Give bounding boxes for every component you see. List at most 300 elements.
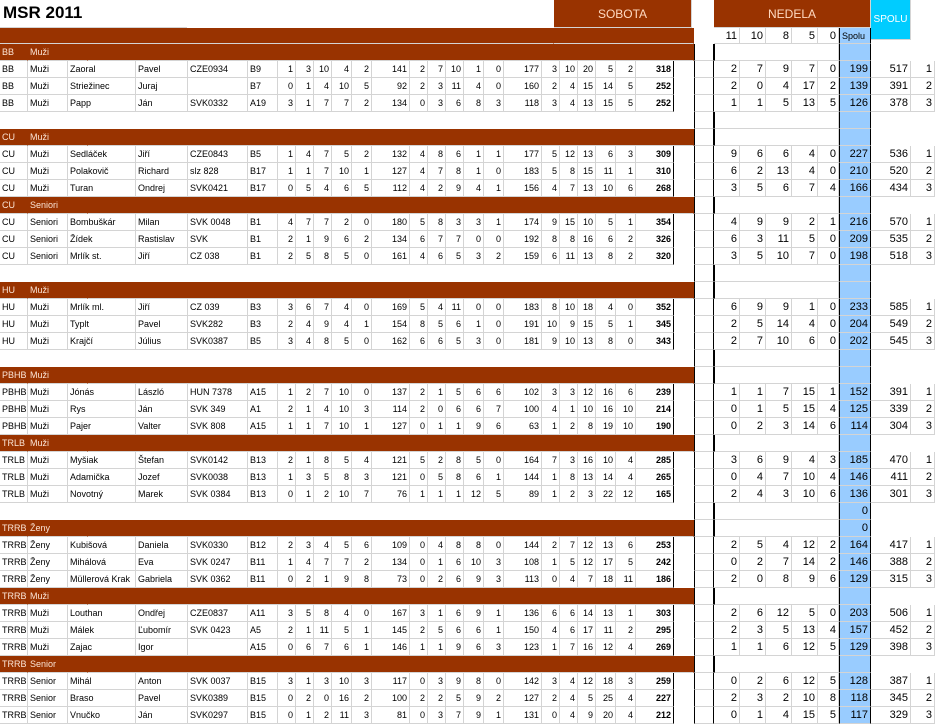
table-cell[interactable]: 113	[504, 571, 542, 588]
category-club[interactable]: HU	[0, 282, 28, 299]
table-cell[interactable]: Bombuškár	[68, 214, 136, 231]
table-cell[interactable]: 2	[714, 571, 740, 588]
table-cell[interactable]: Mrlík st.	[68, 248, 136, 265]
table-cell[interactable]: 2	[714, 333, 740, 350]
table-cell[interactable]: 8	[314, 605, 332, 622]
table-cell[interactable]: 129	[839, 571, 871, 588]
table-cell[interactable]: 2	[560, 486, 578, 503]
table-cell[interactable]: 3	[714, 180, 740, 197]
table-cell[interactable]: 304	[871, 418, 911, 435]
table-cell[interactable]: 2	[542, 690, 560, 707]
table-cell[interactable]: 3	[484, 639, 504, 656]
table-cell[interactable]: 102	[504, 384, 542, 401]
table-cell[interactable]: 5	[464, 452, 484, 469]
table-cell[interactable]: 5	[792, 605, 818, 622]
table-cell[interactable]: 2	[428, 180, 446, 197]
table-cell[interactable]: 4	[296, 146, 314, 163]
table-cell[interactable]: B12	[248, 537, 278, 554]
table-cell[interactable]: 3	[911, 180, 935, 197]
table-cell[interactable]	[188, 78, 248, 95]
table-cell[interactable]: 1	[484, 146, 504, 163]
table-cell[interactable]: 10	[332, 384, 352, 401]
table-cell[interactable]: 1	[911, 605, 935, 622]
table-cell[interactable]: 16	[578, 639, 596, 656]
table-cell[interactable]: 11	[314, 622, 332, 639]
table-cell[interactable]: Zaoral	[68, 61, 136, 78]
spolu-cell[interactable]	[839, 265, 871, 282]
table-cell[interactable]: 1	[428, 639, 446, 656]
table-cell[interactable]: 5	[332, 333, 352, 350]
table-cell[interactable]: 10	[578, 214, 596, 231]
table-cell[interactable]: 7	[766, 384, 792, 401]
table-cell[interactable]: 0	[818, 231, 839, 248]
table-cell[interactable]: 5	[560, 554, 578, 571]
table-cell[interactable]: 1	[484, 214, 504, 231]
table-cell[interactable]: 4	[278, 214, 296, 231]
table-cell[interactable]: 10	[596, 452, 616, 469]
table-cell[interactable]: 7	[578, 571, 596, 588]
table-cell[interactable]: 9	[560, 316, 578, 333]
table-cell[interactable]: 8	[560, 231, 578, 248]
table-cell[interactable]: 3	[740, 231, 766, 248]
table-cell[interactable]: 9	[464, 571, 484, 588]
table-cell[interactable]: Muži	[28, 180, 68, 197]
table-cell[interactable]: 1	[410, 486, 428, 503]
table-cell[interactable]: Novotný	[68, 486, 136, 503]
table-cell[interactable]: 517	[871, 61, 911, 78]
table-cell[interactable]: 18	[578, 299, 596, 316]
table-cell[interactable]: Müllerová Krak	[68, 571, 136, 588]
table-cell[interactable]: 6	[464, 469, 484, 486]
table-cell[interactable]: 0	[740, 571, 766, 588]
table-cell[interactable]: 1	[410, 639, 428, 656]
table-cell[interactable]: 6	[446, 401, 464, 418]
table-cell[interactable]: 506	[871, 605, 911, 622]
table-cell[interactable]: B5	[248, 333, 278, 350]
table-cell[interactable]: 1	[296, 163, 314, 180]
table-cell[interactable]: 2	[714, 78, 740, 95]
table-cell[interactable]: 12	[616, 486, 636, 503]
table-cell[interactable]: 7	[428, 61, 446, 78]
table-cell[interactable]: Senior	[28, 690, 68, 707]
table-cell[interactable]: 0	[278, 571, 296, 588]
table-cell[interactable]: 0	[484, 316, 504, 333]
table-cell[interactable]: Rys	[68, 401, 136, 418]
table-cell[interactable]: 3	[542, 61, 560, 78]
table-cell[interactable]: 1	[428, 554, 446, 571]
table-cell[interactable]: 5	[446, 384, 464, 401]
table-cell[interactable]: 252	[636, 78, 674, 95]
table-cell[interactable]: 4	[410, 180, 428, 197]
table-cell[interactable]: Muži	[28, 401, 68, 418]
table-cell[interactable]: 6	[818, 571, 839, 588]
table-cell[interactable]: 5	[616, 554, 636, 571]
table-cell[interactable]: 2	[410, 384, 428, 401]
table-cell[interactable]: CZE0837	[188, 605, 248, 622]
table-cell[interactable]: 2	[278, 622, 296, 639]
table-cell[interactable]: 2	[714, 690, 740, 707]
table-cell[interactable]: 6	[332, 639, 352, 656]
table-cell[interactable]: Igor	[136, 639, 188, 656]
table-cell[interactable]: PBHB	[0, 384, 28, 401]
table-cell[interactable]: 0	[410, 707, 428, 724]
table-cell[interactable]: 1	[714, 384, 740, 401]
table-cell[interactable]: SVK0038	[188, 469, 248, 486]
table-cell[interactable]: B1	[248, 231, 278, 248]
table-cell[interactable]: 127	[372, 163, 410, 180]
table-cell[interactable]: 127	[372, 418, 410, 435]
table-cell[interactable]: 0	[484, 452, 504, 469]
table-cell[interactable]: B15	[248, 690, 278, 707]
table-cell[interactable]: 1	[464, 163, 484, 180]
header-spolu-total[interactable]: SPOLU	[871, 0, 911, 40]
table-cell[interactable]: 5	[332, 248, 352, 265]
table-cell[interactable]: 1	[911, 452, 935, 469]
table-cell[interactable]: CU	[0, 180, 28, 197]
table-cell[interactable]: 7	[792, 248, 818, 265]
table-cell[interactable]: 4	[818, 622, 839, 639]
table-cell[interactable]: 10	[596, 180, 616, 197]
table-cell[interactable]: 253	[636, 537, 674, 554]
table-cell[interactable]: 6	[766, 673, 792, 690]
table-cell[interactable]: Muži	[28, 95, 68, 112]
table-cell[interactable]: 536	[871, 146, 911, 163]
table-cell[interactable]: 417	[871, 537, 911, 554]
table-cell[interactable]: 5	[352, 78, 372, 95]
table-cell[interactable]: 0	[352, 333, 372, 350]
table-cell[interactable]: 1	[278, 163, 296, 180]
table-cell[interactable]: 10	[446, 61, 464, 78]
table-cell[interactable]: 345	[636, 316, 674, 333]
table-cell[interactable]: 7	[428, 231, 446, 248]
table-cell[interactable]: 136	[504, 605, 542, 622]
table-cell[interactable]: A1	[248, 401, 278, 418]
nedela-points-10[interactable]: 10	[740, 28, 766, 44]
table-cell[interactable]: 3	[542, 673, 560, 690]
table-cell[interactable]: László	[136, 384, 188, 401]
category-club[interactable]: PBHB	[0, 367, 28, 384]
table-cell[interactable]: Jozef	[136, 469, 188, 486]
table-cell[interactable]: 0	[278, 639, 296, 656]
table-cell[interactable]: 0	[818, 333, 839, 350]
table-cell[interactable]: 5	[296, 248, 314, 265]
table-cell[interactable]: 3	[296, 61, 314, 78]
table-cell[interactable]: 0	[484, 231, 504, 248]
table-cell[interactable]: 252	[636, 95, 674, 112]
table-cell[interactable]: 1	[542, 486, 560, 503]
table-cell[interactable]: 15	[792, 384, 818, 401]
table-cell[interactable]: 1	[296, 401, 314, 418]
table-cell[interactable]: 0	[464, 231, 484, 248]
category-club[interactable]: TRRB	[0, 520, 28, 537]
table-cell[interactable]: 132	[372, 146, 410, 163]
table-cell[interactable]: 7	[314, 639, 332, 656]
table-cell[interactable]: 2	[911, 690, 935, 707]
table-cell[interactable]: 3	[911, 571, 935, 588]
table-cell[interactable]: 309	[636, 146, 674, 163]
table-cell[interactable]: 0	[714, 554, 740, 571]
category-club[interactable]: CU	[0, 129, 28, 146]
table-cell[interactable]: 2	[484, 248, 504, 265]
table-cell[interactable]: 10	[542, 316, 560, 333]
table-cell[interactable]: 144	[504, 537, 542, 554]
table-cell[interactable]: 585	[871, 299, 911, 316]
table-cell[interactable]: 2	[314, 486, 332, 503]
table-cell[interactable]: 6	[616, 537, 636, 554]
table-cell[interactable]: 1	[616, 605, 636, 622]
table-cell[interactable]: 2	[740, 163, 766, 180]
table-cell[interactable]: 3	[484, 554, 504, 571]
table-cell[interactable]: 3	[296, 469, 314, 486]
table-cell[interactable]: 1	[278, 384, 296, 401]
table-cell[interactable]: 22	[596, 486, 616, 503]
table-cell[interactable]: 181	[504, 333, 542, 350]
table-cell[interactable]: 4	[616, 469, 636, 486]
table-cell[interactable]: Marek	[136, 486, 188, 503]
table-cell[interactable]: 8	[596, 333, 616, 350]
table-cell[interactable]: 1	[352, 418, 372, 435]
table-cell[interactable]: 3	[818, 452, 839, 469]
table-cell[interactable]: 5	[410, 214, 428, 231]
table-cell[interactable]: 9	[314, 231, 332, 248]
table-cell[interactable]: 0	[410, 571, 428, 588]
table-cell[interactable]: 1	[484, 605, 504, 622]
table-cell[interactable]: 4	[296, 554, 314, 571]
table-cell[interactable]: 6	[766, 180, 792, 197]
table-cell[interactable]: 1	[278, 146, 296, 163]
table-cell[interactable]: 8	[464, 537, 484, 554]
table-cell[interactable]: 398	[871, 639, 911, 656]
table-cell[interactable]: 5	[352, 180, 372, 197]
table-cell[interactable]: 10	[332, 163, 352, 180]
table-cell[interactable]: 11	[332, 707, 352, 724]
table-cell[interactable]: 18	[596, 673, 616, 690]
table-cell[interactable]: 134	[372, 231, 410, 248]
table-cell[interactable]: 1	[542, 469, 560, 486]
table-cell[interactable]: 2	[296, 571, 314, 588]
table-cell[interactable]: 5	[740, 180, 766, 197]
table-cell[interactable]: 17	[792, 78, 818, 95]
table-cell[interactable]: 112	[372, 180, 410, 197]
table-cell[interactable]: 6	[714, 163, 740, 180]
table-cell[interactable]: 9	[766, 214, 792, 231]
table-cell[interactable]: 10	[332, 486, 352, 503]
table-cell[interactable]: 2	[714, 537, 740, 554]
spolu-cell[interactable]	[839, 44, 871, 61]
table-cell[interactable]: Muži	[28, 486, 68, 503]
table-cell[interactable]: 1	[740, 401, 766, 418]
table-cell[interactable]: 7	[740, 61, 766, 78]
table-cell[interactable]: 6	[464, 639, 484, 656]
table-cell[interactable]: Seniori	[28, 214, 68, 231]
table-cell[interactable]: 2	[278, 401, 296, 418]
table-cell[interactable]: 89	[504, 486, 542, 503]
table-cell[interactable]: 4	[792, 452, 818, 469]
table-cell[interactable]: 2	[428, 571, 446, 588]
table-cell[interactable]: 9	[714, 146, 740, 163]
table-cell[interactable]: 5	[542, 163, 560, 180]
table-cell[interactable]: 14	[596, 78, 616, 95]
table-cell[interactable]: Ján	[136, 95, 188, 112]
table-cell[interactable]: 7	[332, 95, 352, 112]
table-cell[interactable]: 0	[542, 571, 560, 588]
table-cell[interactable]: SVK 0247	[188, 554, 248, 571]
table-cell[interactable]: 1	[296, 673, 314, 690]
table-cell[interactable]: 3	[352, 401, 372, 418]
table-cell[interactable]: B13	[248, 469, 278, 486]
table-cell[interactable]: 125	[839, 401, 871, 418]
table-cell[interactable]: Seniori	[28, 248, 68, 265]
table-cell[interactable]: 10	[616, 418, 636, 435]
table-cell[interactable]: 3	[446, 214, 464, 231]
table-cell[interactable]: TRRB	[0, 537, 28, 554]
table-cell[interactable]: 3	[740, 622, 766, 639]
table-cell[interactable]: 1	[911, 384, 935, 401]
table-cell[interactable]: 5	[766, 622, 792, 639]
table-cell[interactable]: 0	[410, 673, 428, 690]
table-cell[interactable]: Valter	[136, 418, 188, 435]
table-cell[interactable]: 2	[911, 78, 935, 95]
table-cell[interactable]: 7	[296, 214, 314, 231]
table-cell[interactable]: 4	[616, 690, 636, 707]
table-cell[interactable]: 13	[792, 95, 818, 112]
table-cell[interactable]: 174	[504, 214, 542, 231]
table-cell[interactable]: 1	[464, 316, 484, 333]
table-cell[interactable]: 0	[818, 316, 839, 333]
table-cell[interactable]: 2	[911, 231, 935, 248]
table-cell[interactable]: 2	[818, 554, 839, 571]
table-cell[interactable]: B11	[248, 571, 278, 588]
table-cell[interactable]: 8	[542, 231, 560, 248]
table-cell[interactable]: 1	[911, 537, 935, 554]
table-cell[interactable]: 233	[839, 299, 871, 316]
table-cell[interactable]: Muži	[28, 639, 68, 656]
table-cell[interactable]: 144	[504, 469, 542, 486]
table-cell[interactable]: 20	[578, 61, 596, 78]
table-cell[interactable]: 12	[578, 537, 596, 554]
table-cell[interactable]: BB	[0, 61, 28, 78]
table-cell[interactable]: 8	[818, 690, 839, 707]
table-cell[interactable]: 11	[596, 622, 616, 639]
table-cell[interactable]: 3	[911, 333, 935, 350]
table-cell[interactable]: Muži	[28, 78, 68, 95]
table-cell[interactable]: 8	[352, 571, 372, 588]
table-cell[interactable]: SVK 0048	[188, 214, 248, 231]
table-cell[interactable]: 0	[818, 163, 839, 180]
table-cell[interactable]: 8	[410, 316, 428, 333]
table-cell[interactable]: 8	[446, 452, 464, 469]
table-cell[interactable]: Louthan	[68, 605, 136, 622]
table-cell[interactable]: 3	[578, 486, 596, 503]
table-cell[interactable]: 192	[504, 231, 542, 248]
table-cell[interactable]: 452	[871, 622, 911, 639]
table-cell[interactable]: 8	[542, 299, 560, 316]
table-cell[interactable]: TRLB	[0, 452, 28, 469]
table-cell[interactable]: 13	[578, 333, 596, 350]
table-cell[interactable]: 15	[792, 401, 818, 418]
table-cell[interactable]: 2	[410, 61, 428, 78]
table-cell[interactable]: 6	[410, 231, 428, 248]
table-cell[interactable]: 9	[740, 299, 766, 316]
table-cell[interactable]: 1	[542, 639, 560, 656]
spolu-cell[interactable]	[839, 197, 871, 214]
table-cell[interactable]: 216	[839, 214, 871, 231]
table-cell[interactable]: SVK 0037	[188, 673, 248, 690]
table-cell[interactable]: 180	[372, 214, 410, 231]
table-cell[interactable]: B5	[248, 146, 278, 163]
table-cell[interactable]: 5	[428, 622, 446, 639]
table-cell[interactable]: 345	[871, 690, 911, 707]
table-cell[interactable]: 0	[818, 248, 839, 265]
nedela-points-8[interactable]: 8	[766, 28, 792, 44]
table-cell[interactable]: 2	[410, 690, 428, 707]
table-cell[interactable]: 1	[446, 418, 464, 435]
table-cell[interactable]: 2	[352, 231, 372, 248]
table-cell[interactable]: 5	[740, 537, 766, 554]
table-cell[interactable]: 2	[911, 554, 935, 571]
table-cell[interactable]: Ondrej	[136, 180, 188, 197]
table-cell[interactable]: 2	[792, 214, 818, 231]
table-cell[interactable]: Muži	[28, 146, 68, 163]
table-cell[interactable]: 0	[410, 537, 428, 554]
table-cell[interactable]: 5	[818, 639, 839, 656]
table-cell[interactable]: 4	[792, 163, 818, 180]
table-cell[interactable]: Málek	[68, 622, 136, 639]
table-cell[interactable]: 118	[839, 690, 871, 707]
table-cell[interactable]: 3	[464, 248, 484, 265]
table-cell[interactable]: 269	[636, 639, 674, 656]
table-cell[interactable]: 7	[314, 146, 332, 163]
table-cell[interactable]: 5	[332, 622, 352, 639]
table-cell[interactable]: 15	[578, 316, 596, 333]
table-cell[interactable]: 8	[560, 163, 578, 180]
table-cell[interactable]: 4	[792, 146, 818, 163]
table-cell[interactable]: 8	[446, 469, 464, 486]
table-cell[interactable]: 268	[636, 180, 674, 197]
table-cell[interactable]: 7	[792, 180, 818, 197]
table-cell[interactable]: 354	[636, 214, 674, 231]
table-cell[interactable]: 12	[464, 486, 484, 503]
spolu-cell[interactable]	[839, 588, 871, 605]
table-cell[interactable]: 326	[636, 231, 674, 248]
table-cell[interactable]: 3	[428, 78, 446, 95]
table-cell[interactable]: 3	[560, 384, 578, 401]
table-cell[interactable]: 2	[428, 452, 446, 469]
table-cell[interactable]: 6	[428, 333, 446, 350]
table-cell[interactable]: 0	[818, 61, 839, 78]
table-cell[interactable]: 63	[504, 418, 542, 435]
table-cell[interactable]: 3	[464, 333, 484, 350]
spolu-cell[interactable]	[839, 129, 871, 146]
table-cell[interactable]: 2	[740, 673, 766, 690]
table-cell[interactable]: 4	[766, 707, 792, 724]
table-cell[interactable]: 6	[446, 316, 464, 333]
table-cell[interactable]: 3	[911, 707, 935, 724]
table-cell[interactable]: 4	[428, 537, 446, 554]
table-cell[interactable]: 13	[766, 163, 792, 180]
table-cell[interactable]: Muži	[28, 384, 68, 401]
table-cell[interactable]: CZE0843	[188, 146, 248, 163]
table-cell[interactable]: TRRB	[0, 605, 28, 622]
table-cell[interactable]: 8	[428, 214, 446, 231]
table-cell[interactable]: Pavel	[136, 61, 188, 78]
table-cell[interactable]: 4	[314, 537, 332, 554]
table-cell[interactable]: 1	[428, 384, 446, 401]
table-cell[interactable]: Braso	[68, 690, 136, 707]
table-cell[interactable]: 6	[542, 248, 560, 265]
table-cell[interactable]: 6	[792, 333, 818, 350]
table-cell[interactable]: 6	[740, 146, 766, 163]
